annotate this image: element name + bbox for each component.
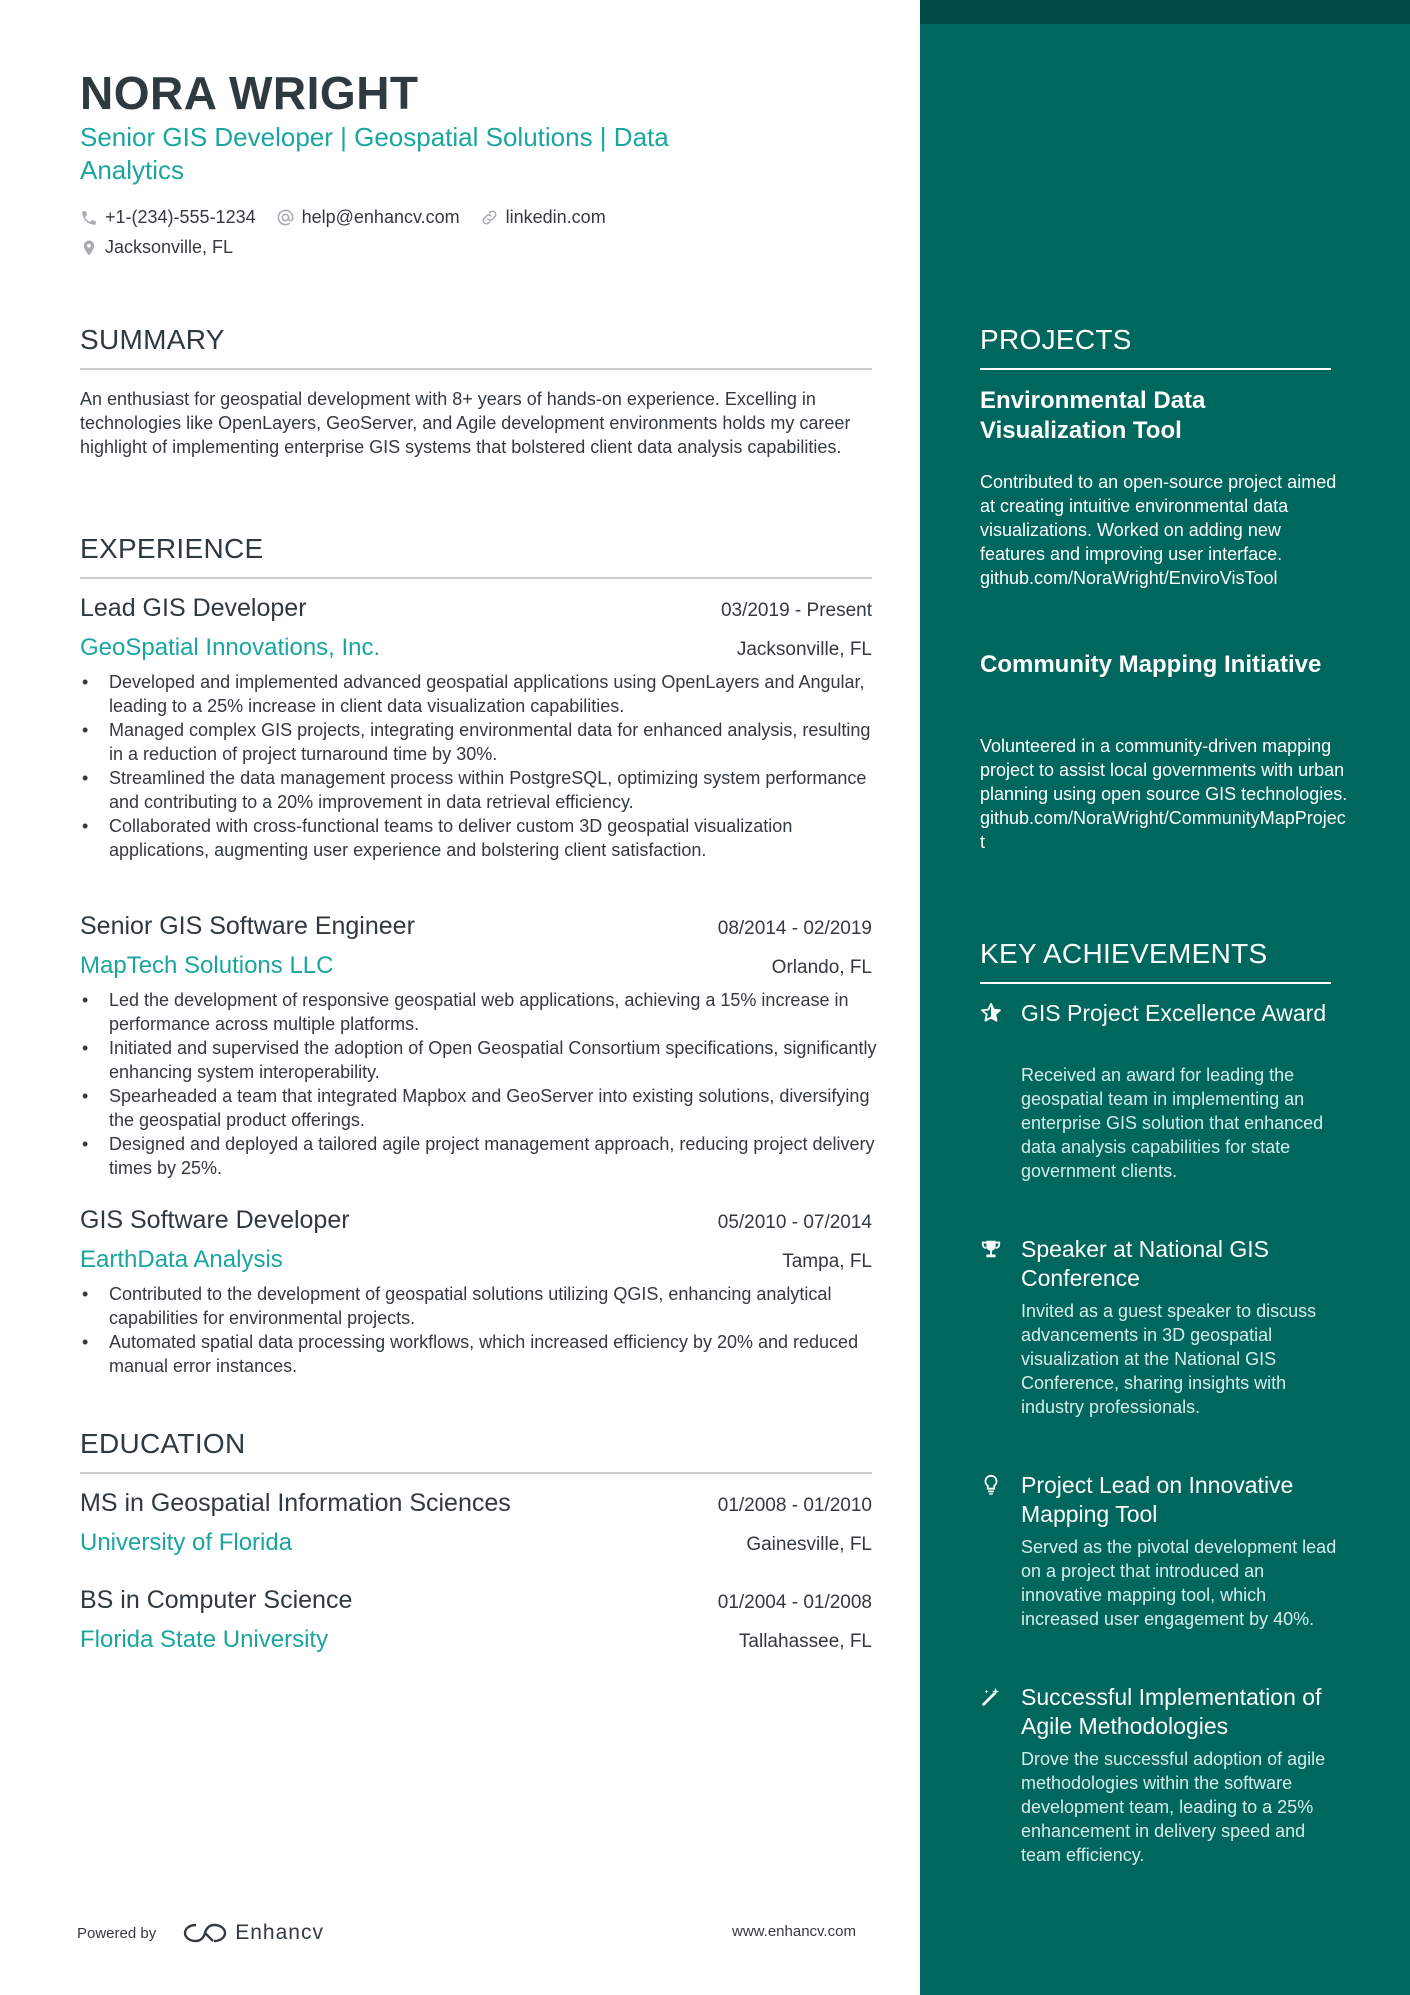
list-item: • Designed and deployed a tailored agile project management approach, reducing project delivery times by 25%. bbox=[80, 1132, 880, 1180]
education-degree-row bbox=[80, 1489, 872, 1518]
experience-section-title: EXPERIENCE bbox=[80, 533, 872, 579]
project-title: Environmental Data Visualization Tool bbox=[980, 387, 1206, 444]
location-text: Jacksonville, FL bbox=[105, 237, 234, 257]
job-title-row bbox=[80, 1206, 872, 1235]
project-description bbox=[980, 470, 1350, 590]
list-item: • Contributed to the development of geospatial solutions utilizing QGIS, enhancing analytical capabilities for environmental projects. bbox=[80, 1282, 880, 1330]
contact-email bbox=[276, 207, 460, 228]
contact-phone bbox=[80, 207, 256, 228]
achievement-title: Project Lead on Innovative Mapping Tool bbox=[1021, 1472, 1294, 1527]
star-icon bbox=[980, 1002, 1002, 1024]
contact-linkedin bbox=[480, 207, 606, 228]
job-role: GIS Software Developer bbox=[80, 1206, 350, 1234]
project-description bbox=[980, 734, 1350, 854]
job-location: Tampa, FL bbox=[782, 1251, 872, 1272]
summary-section-title: SUMMARY bbox=[80, 324, 872, 370]
job-company-row bbox=[80, 634, 872, 662]
achievement-description: Served as the pivotal development lead on a project that introduced an innovative mapping tool, which increased user engagement by 40%. bbox=[1021, 1537, 1337, 1629]
job-title-row bbox=[80, 912, 872, 941]
project-title: Community Mapping Initiative bbox=[980, 651, 1322, 678]
education-degree-row bbox=[80, 1586, 872, 1615]
project-link[interactable]: github.com/NoraWright/CommunityMapProject bbox=[980, 808, 1346, 852]
education-school: Florida State University bbox=[80, 1626, 329, 1653]
education-school-row bbox=[80, 1626, 872, 1654]
sidebar-top-bar bbox=[920, 0, 1410, 24]
linkedin-link[interactable]: linkedin.com bbox=[505, 207, 606, 227]
education-degree: BS in Computer Science bbox=[80, 1586, 353, 1614]
achievement-title: Successful Implementation of Agile Methodologies bbox=[1021, 1684, 1322, 1739]
project-description-text: Contributed to an open-source project aimed at creating intuitive environmental data visualizations. Worked on adding new features and improving user interface. bbox=[980, 472, 1337, 564]
lightbulb-icon bbox=[980, 1474, 1002, 1496]
job-role: Lead GIS Developer bbox=[80, 594, 307, 622]
job-company-row bbox=[80, 1246, 872, 1274]
education-dates: 01/2008 - 01/2010 bbox=[717, 1495, 872, 1516]
list-item: • Managed complex GIS projects, integrating environmental data for enhanced analysis, resulting in a reduction of project turnaround time by 30%. bbox=[80, 718, 880, 766]
achievement-description: Drove the successful adoption of agile methodologies within the software development team, leading to a 25% enhancement in delivery speed and team efficiency. bbox=[1021, 1749, 1326, 1865]
summary-text: An enthusiast for geospatial development with 8+ years of hands-on experience. Excelling in technologies like OpenLayers, GeoServer, and Agile development environments holds my career highlight of implementing enterprise GIS systems that bolstered client data analysis capabilities. bbox=[80, 389, 851, 457]
achievement-title: Speaker at National GIS Conference bbox=[1021, 1236, 1270, 1291]
job-location: Orlando, FL bbox=[771, 957, 872, 978]
education-degree: MS in Geospatial Information Sciences bbox=[80, 1489, 511, 1517]
projects-section-title: PROJECTS bbox=[980, 324, 1331, 370]
list-item: • Automated spatial data processing workflows, which increased efficiency by 20% and reduced manual error instances. bbox=[80, 1330, 880, 1378]
list-item: • Developed and implemented advanced geospatial applications using OpenLayers and Angular, leading to a 25% increase in client data visualization capabilities. bbox=[80, 670, 880, 718]
job-title-row bbox=[80, 594, 872, 623]
link-icon bbox=[480, 208, 499, 227]
magic-wand-icon bbox=[980, 1686, 1002, 1708]
enhancv-brand-text: Enhancv bbox=[235, 1921, 324, 1944]
sidebar-column bbox=[920, 0, 1410, 1995]
enhancv-logo[interactable] bbox=[182, 1921, 324, 1945]
education-location: Tallahassee, FL bbox=[738, 1631, 872, 1652]
job-dates: 03/2019 - Present bbox=[720, 600, 872, 621]
email-link[interactable]: help@enhancv.com bbox=[301, 207, 460, 227]
powered-by-label: Powered by bbox=[77, 1924, 157, 1942]
enhancv-logo-icon bbox=[182, 1921, 228, 1945]
trophy-icon bbox=[980, 1238, 1002, 1260]
candidate-name: NORA WRIGHT bbox=[80, 67, 419, 119]
phone-icon bbox=[80, 209, 98, 227]
achievements-section-title: KEY ACHIEVEMENTS bbox=[980, 938, 1331, 984]
headline: Senior GIS Developer | Geospatial Solutions | Data Analytics bbox=[80, 122, 669, 185]
job-company: MapTech Solutions LLC bbox=[80, 952, 334, 979]
list-item: • Initiated and supervised the adoption of Open Geospatial Consortium specifications, significantly enhancing system interoperability. bbox=[80, 1036, 880, 1084]
list-item: • Spearheaded a team that integrated Mapbox and GeoServer into existing solutions, diversifying the geospatial product offerings. bbox=[80, 1084, 880, 1132]
job-company: GeoSpatial Innovations, Inc. bbox=[80, 634, 381, 661]
location-pin-icon bbox=[80, 238, 98, 258]
achievement-description: Received an award for leading the geospatial team in implementing an enterprise GIS solution that enhanced data analysis capabilities for state government clients. bbox=[1021, 1065, 1324, 1181]
at-icon bbox=[276, 208, 295, 227]
contact-row-2 bbox=[80, 237, 253, 258]
job-dates: 08/2014 - 02/2019 bbox=[717, 918, 872, 939]
list-item: • Streamlined the data management process within PostgreSQL, optimizing system performance and contributing to a 20% improvement in data retrieval efficiency. bbox=[80, 766, 880, 814]
job-dates: 05/2010 - 07/2014 bbox=[717, 1212, 872, 1233]
achievement-title: GIS Project Excellence Award bbox=[1021, 1000, 1327, 1026]
job-bullets bbox=[80, 670, 880, 862]
education-location: Gainesville, FL bbox=[746, 1534, 872, 1555]
project-link[interactable]: github.com/NoraWright/EnviroVisTool bbox=[980, 568, 1278, 588]
contact-row bbox=[80, 207, 626, 228]
education-school-row bbox=[80, 1529, 872, 1557]
job-company: EarthData Analysis bbox=[80, 1246, 283, 1273]
project-description-text: Volunteered in a community-driven mapping project to assist local governments with urban planning using open source GIS technologies. bbox=[980, 736, 1348, 804]
job-bullets bbox=[80, 988, 880, 1180]
job-role: Senior GIS Software Engineer bbox=[80, 912, 415, 940]
contact-location bbox=[80, 237, 233, 258]
job-bullets bbox=[80, 1282, 880, 1378]
education-school: University of Florida bbox=[80, 1529, 293, 1556]
footer-powered-by bbox=[77, 1921, 324, 1945]
footer-url[interactable]: www.enhancv.com bbox=[732, 1923, 856, 1940]
list-item: • Collaborated with cross-functional teams to deliver custom 3D geospatial visualization applications, augmenting user experience and bolstering client satisfaction. bbox=[80, 814, 880, 862]
job-location: Jacksonville, FL bbox=[736, 639, 872, 660]
achievement-description: Invited as a guest speaker to discuss advancements in 3D geospatial visualization at the National GIS Conference, sharing insights with industry professionals. bbox=[1021, 1301, 1317, 1417]
education-dates: 01/2004 - 01/2008 bbox=[717, 1592, 872, 1613]
phone-text[interactable]: +1-(234)-555-1234 bbox=[105, 207, 256, 227]
list-item: • Led the development of responsive geospatial web applications, achieving a 15% increase in performance across multiple platforms. bbox=[80, 988, 880, 1036]
job-company-row bbox=[80, 952, 872, 980]
education-section-title: EDUCATION bbox=[80, 1428, 872, 1474]
